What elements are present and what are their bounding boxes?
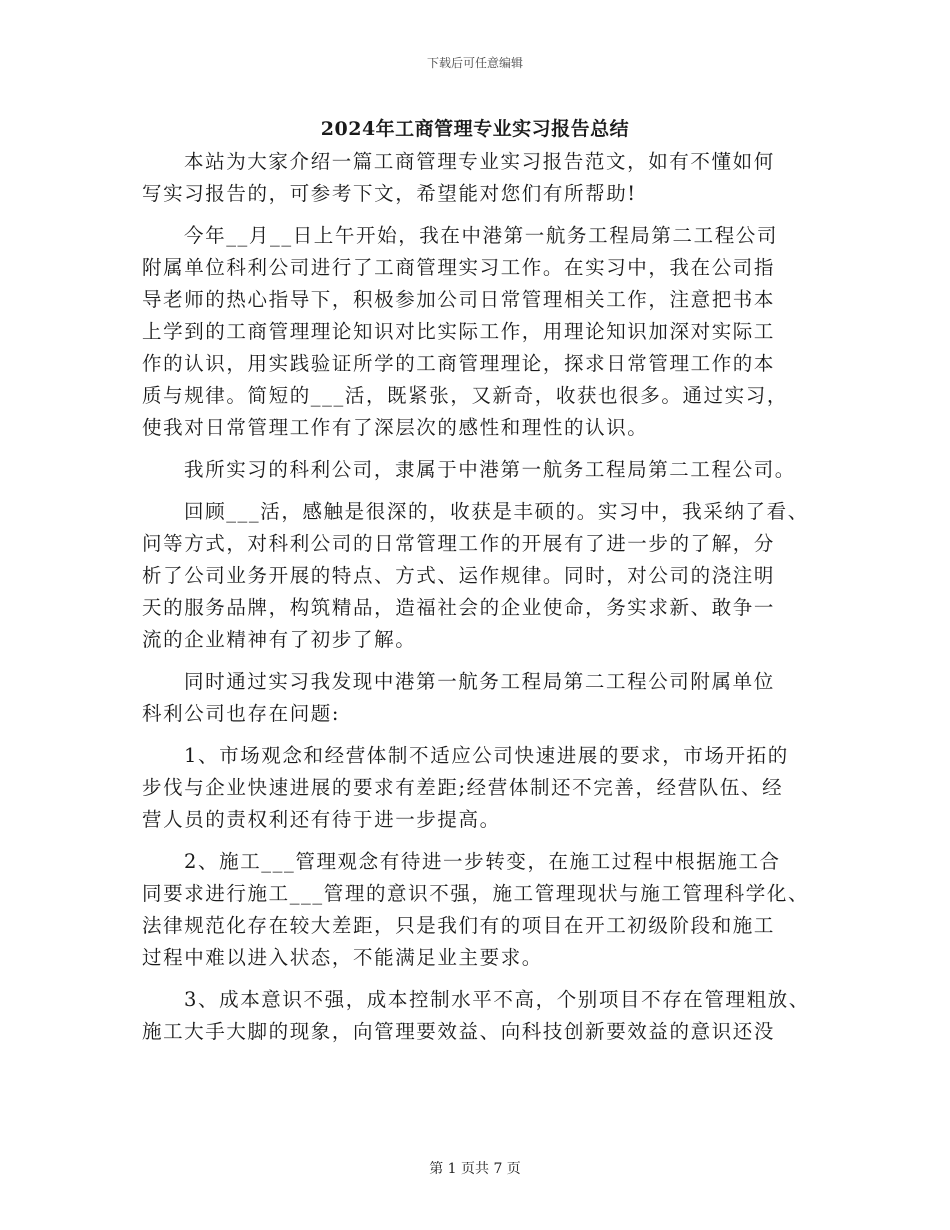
- page-header-note: 下载后可任意编辑: [426, 56, 523, 70]
- page-number: 第 1 页共 7 页: [429, 1161, 521, 1177]
- paragraph-line: 2、施工___管理观念有待进一步转变，在施工过程中根据施工合: [184, 850, 781, 873]
- paragraph-line: 科利公司也存在问题:: [142, 702, 341, 725]
- paragraph-line: 写实习报告的，可参考下文，希望能对您们有所帮助!: [142, 182, 637, 205]
- paragraph-line: 今年__月__日上午开始，我在中港第一航务工程局第二工程公司: [184, 224, 779, 247]
- paragraph-line: 作的认识，用实践验证所学的工商管理理论，探求日常管理工作的本: [142, 352, 776, 375]
- paragraph-line: 流的企业精神有了初步了解。: [142, 628, 417, 651]
- paragraph-line: 我所实习的科利公司，隶属于中港第一航务工程局第二工程公司。: [184, 458, 796, 481]
- paragraph-line: 同要求进行施工___管理的意识不强，施工管理现状与施工管理科学化、: [142, 882, 810, 905]
- paragraph-line: 营人员的责权利还有待于进一步提高。: [142, 808, 501, 831]
- paragraph-line: 上学到的工商管理理论知识对比实际工作，用理论知识加深对实际工: [142, 320, 776, 343]
- document-title: 2024年工商管理专业实习报告总结: [320, 118, 630, 140]
- paragraph-line: 3、成本意识不强，成本控制水平不高，个别项目不存在管理粗放、: [184, 988, 810, 1011]
- paragraph-line: 1、市场观念和经营体制不适应公司快速进展的要求，市场开拓的: [184, 744, 789, 767]
- paragraph-line: 过程中难以进入状态，不能满足业主要求。: [142, 946, 543, 969]
- paragraph-line: 导老师的热心指导下，积极参加公司日常管理相关工作，注意把书本: [142, 288, 776, 311]
- paragraph-line: 附属单位科利公司进行了工商管理实习工作。在实习中，我在公司指: [142, 256, 776, 279]
- document-body: [142, 146, 832, 1048]
- paragraph-line: 施工大手大脚的现象，向管理要效益、向科技创新要效益的意识还没: [142, 1020, 776, 1043]
- paragraph-line: 问等方式，对科利公司的日常管理工作的开展有了进一步的了解，分: [142, 532, 776, 555]
- paragraph-line: 同时通过实习我发现中港第一航务工程局第二工程公司附属单位: [184, 670, 775, 693]
- paragraph-line: 本站为大家介绍一篇工商管理专业实习报告范文，如有不懂如何: [184, 150, 775, 173]
- paragraph-line: 质与规律。简短的___活，既紧张，又新奇，收获也很多。通过实习，: [142, 384, 788, 407]
- paragraph-line: 天的服务品牌，构筑精品，造福社会的企业使命，务实求新、敢争一: [142, 596, 776, 619]
- paragraph-line: 析了公司业务开展的特点、方式、运作规律。同时，对公司的浇注明: [142, 564, 776, 587]
- paragraph-line: 使我对日常管理工作有了深层次的感性和理性的认识。: [142, 416, 649, 439]
- paragraph-line: 法律规范化存在较大差距，只是我们有的项目在开工初级阶段和施工: [142, 914, 776, 937]
- paragraph-line: 步伐与企业快速进展的要求有差距;经营体制还不完善，经营队伍、经: [142, 776, 784, 799]
- paragraph-line: 回顾___活，感触是很深的，收获是丰硕的。实习中，我采纳了看、: [184, 500, 809, 523]
